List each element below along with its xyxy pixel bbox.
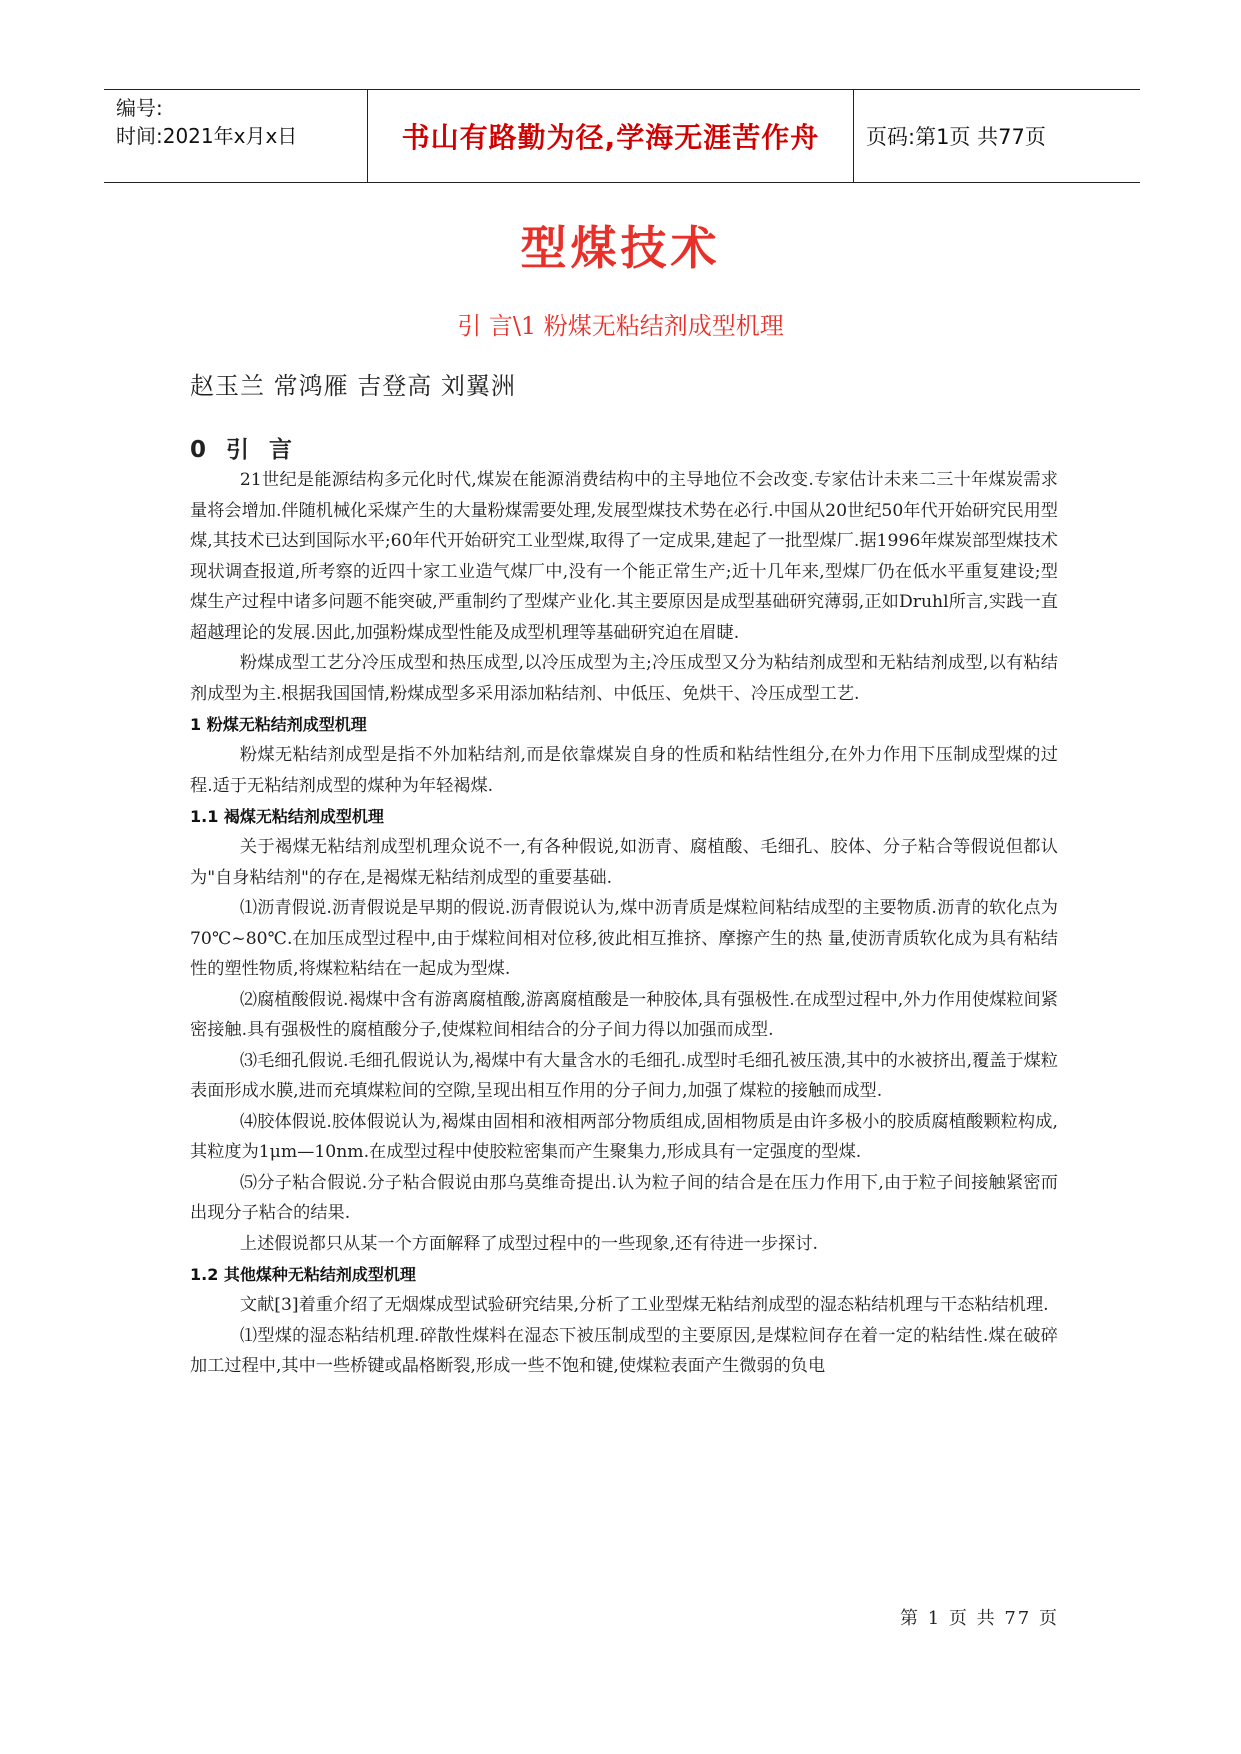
paragraph: ⑶毛细孔假说.毛细孔假说认为,褐煤中有大量含水的毛细孔.成型时毛细孔被压溃,其中的水被挤出,覆盖于煤粒表面形成水膜,进而充填煤粒间的空隙,呈现出相互作用的分子间力,加强了煤粒的接触而成型. — [190, 1050, 1058, 1101]
document-subtitle: 引 言\1 粉煤无粘结剂成型机理 — [457, 312, 784, 340]
paragraph: ⑴沥青假说.沥青假说是早期的假说.沥青假说认为,煤中沥青质是煤粒间粘结成型的主要物质.沥青的软化点为70℃~80℃.在加压成型过程中,由于煤粒间相对位移,彼此相互推挤、摩擦产生的热 量,使沥青质软化成为具有粘结性的塑性物质,将煤粒粘结在一起成为型煤. — [190, 898, 1058, 979]
authors: 赵玉兰 常鸿雁 吉登高 刘翼洲 — [190, 372, 516, 400]
paragraph: ⑴型煤的湿态粘结机理.碎散性煤料在湿态下被压制成型的主要原因,是煤粒间存在着一定的粘结性.煤在破碎加工过程中,其中一些桥键或晶格断裂,形成一些不饱和键,使煤粒表面产生微弱的负电 — [190, 1325, 1058, 1376]
paragraph: 粉煤成型工艺分冷压成型和热压成型,以冷压成型为主;冷压成型又分为粘结剂成型和无粘结剂成型,以有粘结剂成型为主.根据我国国情,粉煤成型多采用添加粘结剂、中低压、免烘干、冷压成型工艺. — [190, 653, 1058, 704]
page-info: 页码:第1页 共77页 — [866, 125, 1046, 149]
document-title: 型煤技术 — [520, 221, 721, 275]
paragraph: ⑵腐植酸假说.褐煤中含有游离腐植酸,游离腐植酸是一种胶体,具有强极性.在成型过程中,外力作用使煤粒间紧密接触.具有强极性的腐植酸分子,使煤粒间相结合的分子间力得以加强而成型. — [190, 989, 1058, 1040]
paragraph: 粉煤无粘结剂成型是指不外加粘结剂,而是依靠煤炭自身的性质和粘结性组分,在外力作用下压制成型煤的过程.适于无粘结剂成型的煤种为年轻褐煤. — [190, 745, 1058, 796]
page-footer: 第 1 页 共 77 页 — [900, 1608, 1059, 1629]
serial-label: 编号: — [116, 96, 163, 120]
section-heading: 1 粉煤无粘结剂成型机理 — [190, 715, 367, 734]
paragraph: ⑷胶体假说.胶体假说认为,褐煤由固相和液相两部分物质组成,固相物质是由许多极小的胶质腐植酸颗粒构成,其粒度为1μm—10nm.在成型过程中使胶粒密集而产生聚集力,形成具有一定强度的型煤. — [190, 1111, 1058, 1162]
paragraph: 文献[3]着重介绍了无烟煤成型试验研究结果,分析了工业型煤无粘结剂成型的湿态粘结机理与干态粘结机理. — [239, 1295, 1049, 1315]
paragraph: 21世纪是能源结构多元化时代,煤炭在能源消费结构中的主导地位不会改变.专家估计未来二三十年煤炭需求量将会增加.伴随机械化采煤产生的大量粉煤需要处理,发展型煤技术势在必行.中国从20世纪50年代开始研究民用型煤,其技术已达到国际水平;60年代开始研究工业型煤,取得了一定成果,建起了一批型煤厂.据1996年煤炭部型煤技术现状调查报道,所考察的近四十家工业造气煤厂中,没有一个能正常生产;近十几年来,型煤厂仍在低水平重复建设;型煤生产过程中诸多问题不能突破,严重制约了型煤产业化.其主要原因是成型基础研究薄弱,正如Druhl所言,实践一直超越理论的发展.因此,加强粉煤成型性能及成型机理等基础研究迫在眉睫. — [190, 470, 1058, 643]
paragraph: 上述假说都只从某一个方面解释了成型过程中的一些现象,还有待进一步探讨. — [239, 1233, 818, 1254]
time-label: 时间:2021年x月x日 — [116, 124, 298, 148]
motto-text: 书山有路勤为径,学海无涯苦作舟 — [401, 121, 820, 154]
paragraph: ⑸分子粘合假说.分子粘合假说由那乌莫维奇提出.认为粒子间的结合是在压力作用下,由于粒子间接触紧密而出现分子粘合的结果. — [190, 1172, 1058, 1223]
header-page-cell — [854, 90, 1140, 182]
header-motto-cell — [368, 90, 854, 182]
header-table — [104, 89, 1140, 183]
section-heading: 1.1 褐煤无粘结剂成型机理 — [190, 807, 384, 826]
paragraph: 关于褐煤无粘结剂成型机理众说不一,有各种假说,如沥青、腐植酸、毛细孔、胶体、分子粘合等假说但都认为"自身粘结剂"的存在,是褐煤无粘结剂成型的重要基础. — [190, 837, 1058, 888]
header-meta-cell — [104, 90, 368, 182]
body-text — [190, 465, 1058, 1382]
section-heading: 1.2 其他煤种无粘结剂成型机理 — [190, 1265, 416, 1284]
section-heading-intro: 0 引 言 — [190, 437, 299, 463]
